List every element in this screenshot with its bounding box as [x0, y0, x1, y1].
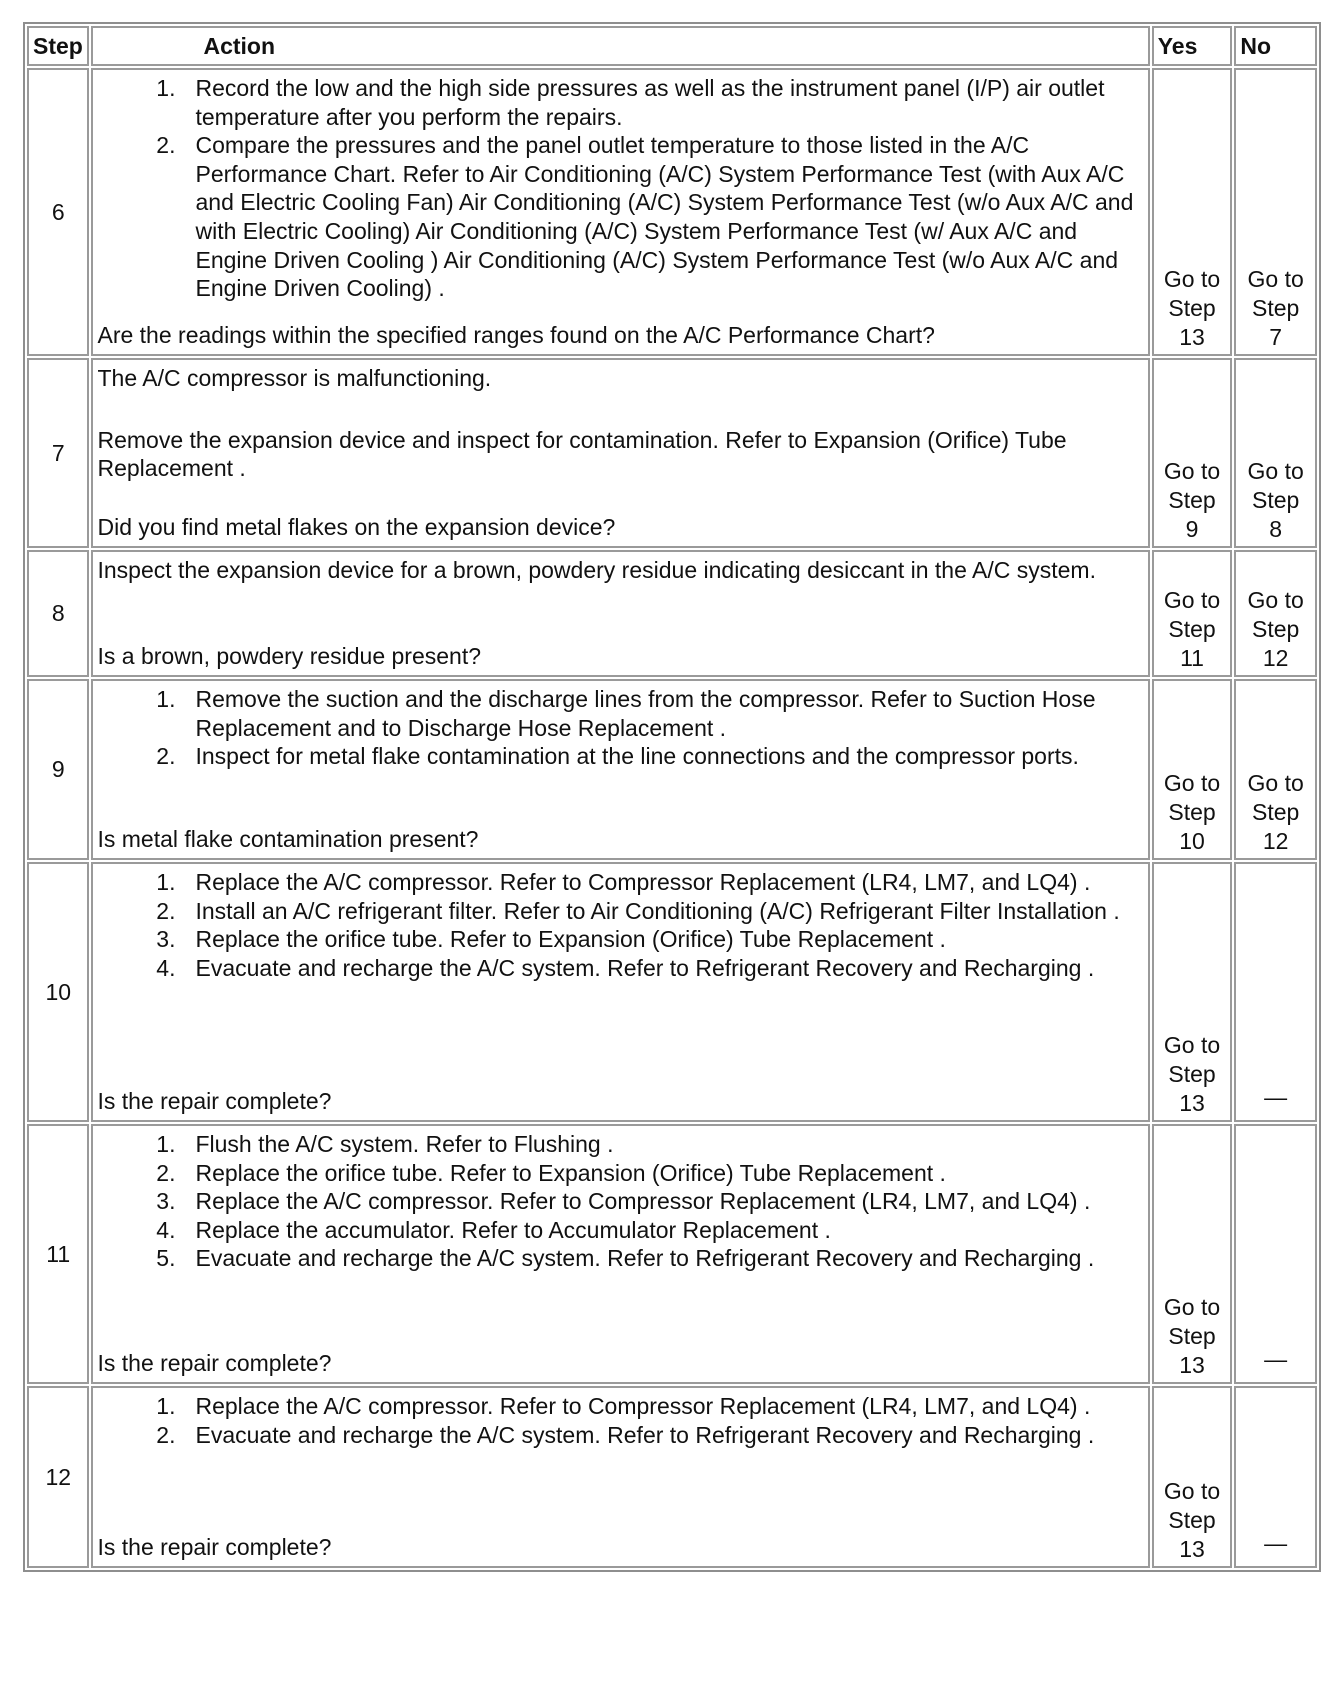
- procedure-item: [97, 1421, 1143, 1450]
- action-cell: [91, 550, 1149, 677]
- procedure-item-text: Inspect for metal flake contamination at the line connections and the compressor ports.: [195, 743, 1079, 770]
- question-text: Did you find metal flakes on the expansion device?: [97, 514, 616, 541]
- no-result: [1234, 358, 1317, 548]
- procedure-item-number: 2.: [156, 743, 176, 770]
- procedure-item: [97, 925, 1143, 954]
- yes-result-line: Step: [1168, 295, 1216, 321]
- yes-result-line: Step: [1168, 487, 1216, 513]
- yes-result-line: Go to: [1163, 1294, 1221, 1320]
- action-cell: [91, 1124, 1149, 1384]
- yes-result: [1152, 550, 1233, 677]
- yes-result: [1152, 1386, 1233, 1568]
- procedure-item: [97, 1130, 1143, 1159]
- yes-result-line: 13: [1179, 1536, 1205, 1562]
- yes-result: [1152, 862, 1233, 1122]
- header-action: Action: [91, 26, 1149, 66]
- procedure-item: [97, 131, 1143, 303]
- procedure-list: [97, 685, 1143, 771]
- procedure-list: [97, 868, 1143, 982]
- no-result-line: Go to: [1247, 266, 1304, 292]
- no-result: [1234, 68, 1317, 356]
- procedure-item-number: 1.: [156, 686, 176, 712]
- action-paragraph: The A/C compressor is malfunctioning.: [97, 365, 492, 391]
- procedure-item-number: 1.: [156, 869, 176, 895]
- no-result-line: Step: [1252, 799, 1300, 825]
- action-cell: [91, 358, 1149, 548]
- procedure-item: [97, 868, 1143, 897]
- header-step: Step: [27, 26, 89, 66]
- table-row: [27, 550, 1317, 677]
- header-yes: Yes: [1152, 26, 1233, 66]
- question-text: Is a brown, powdery residue present?: [97, 643, 482, 670]
- procedure-list: [97, 74, 1143, 303]
- procedure-list: [97, 1392, 1143, 1449]
- procedure-item-text: Replace the orifice tube. Refer to Expansion (Orifice) Tube Replacement .: [195, 926, 946, 953]
- no-result-line: Step: [1252, 616, 1300, 642]
- no-result: [1234, 550, 1317, 677]
- table-row: [27, 68, 1317, 356]
- procedure-item-number: 2.: [156, 132, 176, 159]
- yes-result-line: 10: [1179, 828, 1205, 854]
- procedure-item-number: 4.: [156, 1216, 176, 1243]
- no-result: [1234, 679, 1317, 860]
- no-result-line: 12: [1262, 828, 1289, 854]
- procedure-item-number: 2.: [156, 1421, 176, 1448]
- step-number: 11: [27, 1124, 89, 1384]
- yes-result-line: Step: [1168, 1061, 1216, 1087]
- yes-result-line: Step: [1168, 799, 1216, 825]
- yes-result-line: 13: [1179, 324, 1205, 350]
- procedure-item-number: 2.: [156, 1159, 176, 1186]
- no-result-line: Step: [1252, 295, 1300, 321]
- procedure-item: [97, 74, 1143, 131]
- no-result-line: 12: [1262, 645, 1289, 671]
- procedure-item-text: Evacuate and recharge the A/C system. Refer to Refrigerant Recovery and Recharging .: [195, 1421, 1095, 1448]
- step-number: 7: [27, 358, 89, 548]
- table-row: [27, 679, 1317, 860]
- procedure-item-text: Record the low and the high side pressures as well as the instrument panel (I/P) air outlet temperature after you perform the repairs.: [195, 75, 1105, 130]
- yes-result-line: Go to: [1163, 458, 1221, 484]
- header-row: [27, 26, 1317, 66]
- procedure-item-text: Replace the accumulator. Refer to Accumulator Replacement .: [195, 1216, 831, 1243]
- yes-result-line: Go to: [1163, 587, 1221, 613]
- yes-result-line: Step: [1168, 616, 1216, 642]
- yes-result: [1152, 679, 1233, 860]
- procedure-item-number: 4.: [156, 954, 176, 981]
- diagnostic-table: [23, 22, 1321, 1572]
- procedure-item-text: Replace the A/C compressor. Refer to Compressor Replacement (LR4, LM7, and LQ4) .: [195, 1188, 1091, 1215]
- procedure-item: [97, 897, 1143, 926]
- action-cell: [91, 862, 1149, 1122]
- action-paragraph: Remove the expansion device and inspect for contamination. Refer to Expansion (Orifice) Tube Replacement .: [97, 426, 1067, 482]
- procedure-item-text: Install an A/C refrigerant filter. Refer to Air Conditioning (A/C) Refrigerant Filter Installation .: [195, 897, 1120, 924]
- no-result-line: Go to: [1247, 770, 1304, 796]
- yes-result-line: 13: [1179, 1090, 1205, 1116]
- procedure-item: [97, 1159, 1143, 1188]
- no-result-line: 8: [1269, 516, 1283, 542]
- yes-result-line: 9: [1185, 516, 1199, 542]
- step-number: 12: [27, 1386, 89, 1568]
- question-text: Is the repair complete?: [97, 1350, 332, 1377]
- step-number: 9: [27, 679, 89, 860]
- procedure-item-number: 1.: [156, 1131, 176, 1157]
- step-number: 8: [27, 550, 89, 677]
- no-result-line: Step: [1252, 487, 1300, 513]
- yes-result-line: Go to: [1163, 1478, 1221, 1504]
- question-text: Are the readings within the specified ranges found on the A/C Performance Chart?: [97, 322, 935, 349]
- yes-result-line: Go to: [1163, 266, 1221, 292]
- no-result-line: —: [1264, 1084, 1288, 1110]
- procedure-item-number: 1.: [156, 1393, 176, 1419]
- yes-result-line: Go to: [1163, 1032, 1221, 1058]
- procedure-item: [97, 1216, 1143, 1245]
- procedure-item-number: 5.: [156, 1245, 176, 1272]
- yes-result-line: 13: [1179, 1352, 1205, 1378]
- procedure-item-text: Evacuate and recharge the A/C system. Refer to Refrigerant Recovery and Recharging .: [195, 954, 1095, 981]
- table-row: [27, 862, 1317, 1122]
- procedure-item-text: Replace the A/C compressor. Refer to Compressor Replacement (LR4, LM7, and LQ4) .: [195, 1393, 1091, 1419]
- procedure-item: [97, 1392, 1143, 1421]
- procedure-item-text: Remove the suction and the discharge lines from the compressor. Refer to Suction Hose Replacement and to Discharge Hose Replacement .: [195, 686, 1096, 741]
- procedure-item-text: Replace the orifice tube. Refer to Expansion (Orifice) Tube Replacement .: [195, 1159, 946, 1186]
- procedure-item: [97, 954, 1143, 983]
- yes-result-line: 11: [1180, 645, 1204, 671]
- yes-result-line: Step: [1168, 1323, 1216, 1349]
- procedure-list: [97, 1130, 1143, 1273]
- procedure-item: [97, 1187, 1143, 1216]
- no-result-line: —: [1264, 1530, 1288, 1556]
- yes-result-line: Step: [1168, 1507, 1216, 1533]
- procedure-item-number: 1.: [156, 75, 176, 101]
- procedure-item: [97, 685, 1143, 742]
- table-row: [27, 1386, 1317, 1568]
- procedure-item-text: Evacuate and recharge the A/C system. Refer to Refrigerant Recovery and Recharging .: [195, 1245, 1095, 1272]
- no-result-line: Go to: [1247, 458, 1304, 484]
- no-result: [1234, 1124, 1317, 1384]
- procedure-item-text: Flush the A/C system. Refer to Flushing .: [195, 1131, 614, 1157]
- question-text: Is the repair complete?: [97, 1534, 332, 1561]
- procedure-item-number: 2.: [156, 897, 176, 924]
- action-cell: [91, 68, 1149, 356]
- yes-result: [1152, 1124, 1233, 1384]
- question-text: Is metal flake contamination present?: [97, 826, 479, 853]
- yes-result: [1152, 358, 1233, 548]
- procedure-item: [97, 1244, 1143, 1273]
- procedure-item-number: 3.: [156, 1188, 176, 1215]
- step-number: 6: [27, 68, 89, 356]
- no-result: [1234, 862, 1317, 1122]
- no-result-line: Go to: [1247, 587, 1304, 613]
- action-cell: [91, 679, 1149, 860]
- table-row: [27, 1124, 1317, 1384]
- procedure-item-text: Replace the A/C compressor. Refer to Compressor Replacement (LR4, LM7, and LQ4) .: [195, 869, 1091, 895]
- procedure-item-text: Compare the pressures and the panel outlet temperature to those listed in the A/C Performance Chart. Refer to Air Conditioning (A/C) System Performance Test (with Aux A/C and Electric Cooling Fan) Air Conditioning (A/C) System Performance Test (w/o Aux A/C and with Electric Cooling) Air Conditioning (A/C) System Performance Test (w/ Aux A/C and Engine Driven Cooling ) Air Conditioning (A/C) System Performance Test (w/o Aux A/C and Engine Driven Cooling) .: [195, 132, 1134, 302]
- no-result-line: —: [1264, 1346, 1288, 1372]
- header-no: No: [1234, 26, 1317, 66]
- procedure-item-number: 3.: [156, 926, 176, 953]
- table-row: [27, 358, 1317, 548]
- yes-result: [1152, 68, 1233, 356]
- no-result-line: 7: [1269, 324, 1283, 350]
- question-text: Is the repair complete?: [97, 1088, 332, 1115]
- step-number: 10: [27, 862, 89, 1122]
- action-cell: [91, 1386, 1149, 1568]
- no-result: [1234, 1386, 1317, 1568]
- procedure-item: [97, 742, 1143, 771]
- action-paragraph: Inspect the expansion device for a brown, powdery residue indicating desiccant in the A/C system.: [97, 557, 1096, 583]
- yes-result-line: Go to: [1163, 770, 1221, 796]
